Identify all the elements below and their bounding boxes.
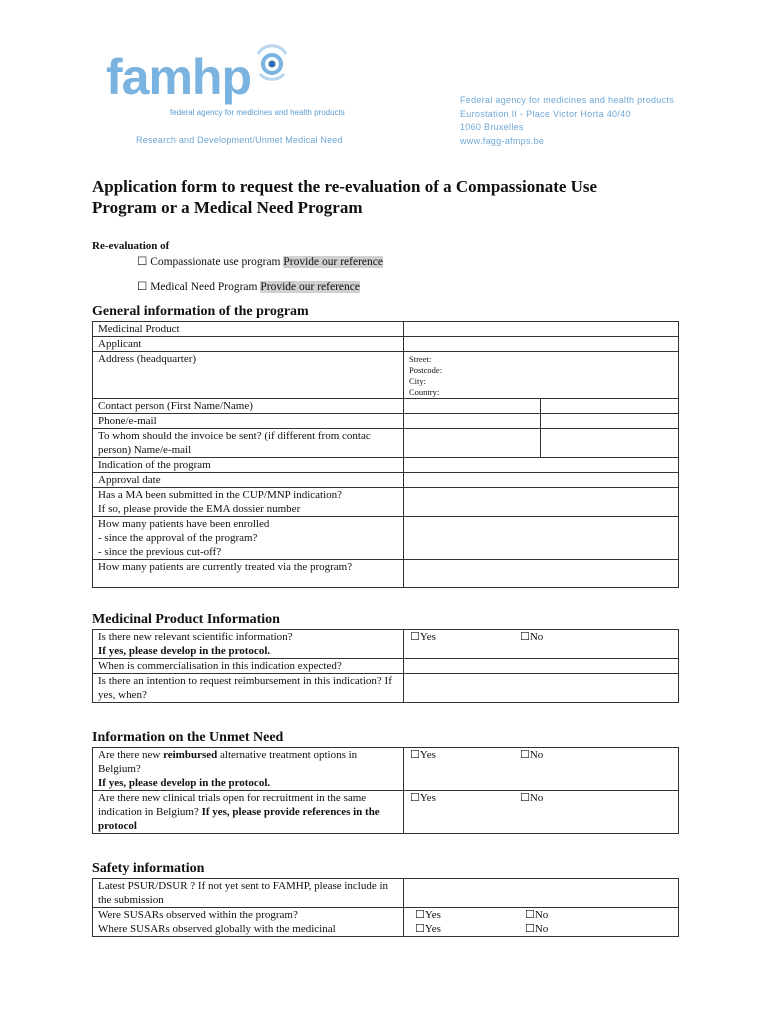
input-cell[interactable] bbox=[404, 674, 679, 703]
row-label-line: - since the approval of the program? bbox=[98, 532, 258, 544]
input-cell[interactable] bbox=[404, 414, 541, 429]
row-label: Medicinal Product bbox=[93, 322, 404, 337]
row-label bbox=[93, 630, 404, 659]
page-title: Application form to request the re-evaluation of a Compassionate Use Program or a Medical Need Program bbox=[92, 177, 598, 217]
row-label bbox=[93, 791, 404, 834]
address-line: Federal agency for medicines and health products bbox=[460, 95, 675, 105]
row-label-line: How many patients have been enrolled bbox=[98, 518, 270, 530]
no-checkbox[interactable]: ☐No bbox=[520, 749, 544, 761]
row-label-line: Has a MA been submitted in the CUP/MNP indication? bbox=[98, 489, 343, 501]
field-label: City: bbox=[409, 376, 427, 386]
yes-no-cell bbox=[404, 748, 679, 791]
department-label: Research and Development/Unmet Medical Need bbox=[136, 135, 343, 145]
option-compassionate-use[interactable] bbox=[137, 254, 383, 268]
input-cell[interactable] bbox=[404, 560, 679, 588]
input-cell[interactable] bbox=[541, 399, 679, 414]
row-label: Latest PSUR/DSUR ? If not yet sent to FAMHP, please include in the submission bbox=[93, 879, 404, 908]
address-line: Eurostation II - Place Victor Horta 40/40 bbox=[460, 108, 631, 119]
row-label: To whom should the invoice be sent? (if different from contac person) Name/e-mail bbox=[93, 429, 404, 458]
row-label: Applicant bbox=[93, 337, 404, 352]
input-cell[interactable] bbox=[404, 399, 541, 414]
option-label: Medical Need Program bbox=[150, 281, 258, 293]
row-label: Phone/e-mail bbox=[93, 414, 404, 429]
address-line[interactable]: www.fagg-afmps.be bbox=[460, 135, 545, 146]
input-cell[interactable] bbox=[404, 879, 679, 908]
row-label bbox=[93, 748, 404, 791]
reevaluation-label: Re-evaluation of bbox=[92, 240, 170, 252]
checkbox[interactable]: ☐ bbox=[137, 281, 148, 293]
input-cell[interactable] bbox=[404, 322, 679, 337]
yes-checkbox[interactable]: ☐Yes bbox=[410, 631, 436, 643]
yes-checkbox[interactable]: ☐Yes bbox=[415, 909, 441, 921]
yes-no-cell bbox=[404, 630, 679, 659]
reference-field[interactable]: Provide our reference bbox=[260, 281, 360, 293]
agency-address bbox=[460, 94, 674, 148]
input-cell[interactable] bbox=[404, 488, 679, 517]
field-label: Postcode: bbox=[409, 365, 443, 375]
logo-eye-icon bbox=[252, 42, 292, 82]
row-label: Address (headquarter) bbox=[93, 352, 404, 399]
section-heading-unmet-need: Information on the Unmet Need bbox=[92, 730, 284, 745]
row-label: Approval date bbox=[93, 473, 404, 488]
row-label bbox=[93, 488, 404, 517]
input-cell[interactable] bbox=[404, 429, 541, 458]
input-cell[interactable] bbox=[541, 414, 679, 429]
question-instruction: If yes, please provide references in the protocol bbox=[98, 806, 380, 832]
field-label: Country: bbox=[409, 387, 440, 397]
safety-table bbox=[92, 878, 679, 937]
input-cell[interactable] bbox=[404, 473, 679, 488]
input-cell[interactable] bbox=[404, 659, 679, 674]
row-label bbox=[93, 908, 404, 937]
row-label: Contact person (First Name/Name) bbox=[93, 399, 404, 414]
yes-checkbox[interactable]: ☐Yes bbox=[410, 749, 436, 761]
yes-checkbox[interactable]: ☐Yes bbox=[410, 792, 436, 804]
row-label: Indication of the program bbox=[93, 458, 404, 473]
question-text: Where SUSARs observed globally with the medicinal bbox=[98, 923, 336, 935]
question-instruction: If yes, please develop in the protocol. bbox=[98, 777, 271, 789]
input-cell[interactable] bbox=[404, 458, 679, 473]
no-checkbox[interactable]: ☐No bbox=[520, 631, 544, 643]
no-checkbox[interactable]: ☐No bbox=[525, 909, 549, 921]
reference-field[interactable]: Provide our reference bbox=[283, 256, 383, 268]
question-text: Is there new relevant scientific information? bbox=[98, 631, 293, 643]
question-text: Are there new bbox=[98, 749, 164, 761]
section-heading-safety: Safety information bbox=[92, 861, 205, 876]
input-cell[interactable] bbox=[541, 429, 679, 458]
row-label: How many patients are currently treated via the program? bbox=[93, 560, 404, 588]
address-input-cell[interactable] bbox=[404, 352, 679, 399]
row-label-line: If so, please provide the EMA dossier number bbox=[98, 503, 301, 515]
question-text: alternative treatment options in Belgium? bbox=[98, 749, 358, 775]
logo-tagline: federal agency for medicines and health products bbox=[170, 108, 345, 117]
yes-no-cell bbox=[404, 908, 679, 937]
yes-checkbox[interactable]: ☐Yes bbox=[415, 923, 441, 935]
yes-no-cell bbox=[404, 791, 679, 834]
question-text: Are there new clinical trials open for recruitment in the same indication in Belgium? bbox=[98, 792, 367, 818]
question-emphasis: reimbursed bbox=[163, 749, 218, 761]
question-instruction: If yes, please develop in the protocol. bbox=[98, 645, 271, 657]
question-text: Were SUSARs observed within the program? bbox=[98, 909, 298, 921]
field-label: Street: bbox=[409, 354, 432, 364]
no-checkbox[interactable]: ☐No bbox=[520, 792, 544, 804]
row-label: Is there an intention to request reimbursement in this indication? If yes, when? bbox=[93, 674, 404, 703]
unmet-need-table bbox=[92, 747, 679, 834]
general-info-table bbox=[92, 321, 679, 588]
input-cell[interactable] bbox=[404, 337, 679, 352]
option-medical-need[interactable] bbox=[137, 279, 360, 293]
row-label-line: - since the previous cut-off? bbox=[98, 546, 222, 558]
row-label bbox=[93, 517, 404, 560]
section-heading-product: Medicinal Product Information bbox=[92, 612, 280, 627]
famhp-logo: famhp bbox=[106, 49, 251, 105]
option-label: Compassionate use program bbox=[150, 256, 281, 268]
product-info-table bbox=[92, 629, 679, 703]
no-checkbox[interactable]: ☐No bbox=[525, 923, 549, 935]
section-heading-general: General information of the program bbox=[92, 304, 309, 319]
address-line: 1060 Bruxelles bbox=[460, 122, 524, 132]
row-label: When is commercialisation in this indication expected? bbox=[93, 659, 404, 674]
checkbox[interactable]: ☐ bbox=[137, 256, 148, 268]
input-cell[interactable] bbox=[404, 517, 679, 560]
